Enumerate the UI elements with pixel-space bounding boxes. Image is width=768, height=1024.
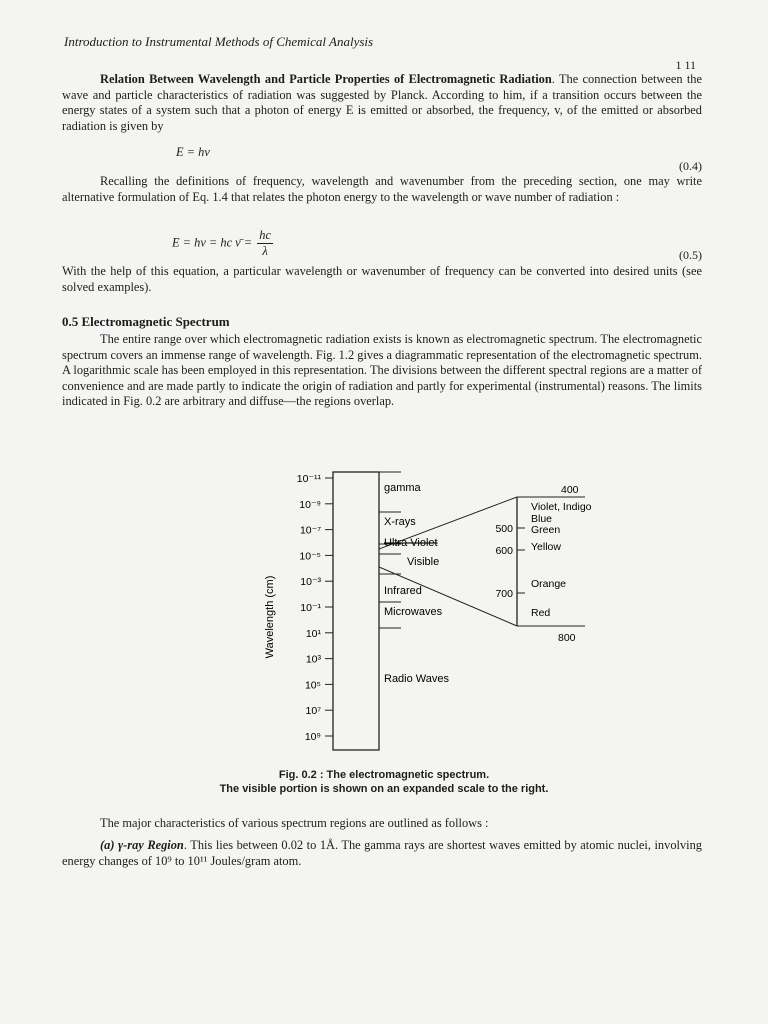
wavelength-nm-label: 500	[495, 523, 513, 535]
region-label: Infrared	[384, 585, 422, 597]
tick-label: 10¹	[305, 627, 321, 640]
section-heading: 0.5 Electromagnetic Spectrum	[62, 314, 230, 329]
equation-number: (0.5)	[679, 248, 702, 262]
equation-left: E = hv = hc ν̄ =	[172, 235, 253, 250]
tick-label: 10³	[305, 653, 321, 666]
visible-color-label: Blue	[531, 513, 553, 525]
tick-label: 10⁻⁷	[299, 524, 321, 537]
paragraph-title: Relation Between Wavelength and Particle Properties of Electromagnetic Radiation	[100, 72, 552, 86]
wavelength-nm-label: 700	[495, 588, 513, 600]
region-label: X-rays	[384, 516, 416, 528]
paragraph-text: The entire range over which electromagnetic radiation exists is known as electromagnetic spectrum. The electromagnetic spectrum covers an immense range of wavelength. Fig. 1.2 gives a diagrammatic representation of the electromagnetic spectrum. A logarithmic scale has been employed in this representation. The divisions between the different spectral regions are a matter of convenience and are made partly to indicate the origin of radiation and partly for experimental (instrumental) reasons. The limits indicated in Fig. 0.2 are arbitrary and diffuse—the regions overlap.	[62, 332, 702, 409]
tick-label: 10⁻³	[300, 576, 321, 589]
visible-color-label: Green	[531, 524, 561, 536]
tick-label: 10⁷	[305, 705, 321, 718]
visible-color-label: Violet, Indigo	[531, 501, 592, 513]
wavelength-nm-label: 400	[561, 484, 579, 496]
paragraph-planck	[62, 72, 702, 134]
region-group	[379, 472, 450, 685]
region-label: Radio Waves	[384, 673, 450, 685]
visible-labels	[495, 484, 591, 644]
paragraph-title: (a) γ-ray Region	[100, 838, 184, 852]
paragraph-text: The major characteristics of various spectrum regions are outlined as follows :	[100, 816, 489, 830]
fraction-numerator: hc	[259, 228, 271, 242]
tick-label: 10⁵	[304, 679, 321, 692]
equation-fraction	[257, 228, 273, 259]
running-title: Introduction to Instrumental Methods of Chemical Analysis	[64, 34, 374, 49]
tick-label: 10⁹	[304, 731, 321, 743]
equation-0-5	[172, 228, 273, 259]
paragraph-text: . The connection between the wave and particle characteristics of radiation was suggested by Planck. According to him, if a transition occurs between the energy states of a system such that a photon of energy E is emitted or absorbed, the frequency, v, of the emitted or absorbed radiation is given by	[62, 72, 702, 133]
tick-group	[297, 473, 333, 743]
tick-label: 10⁻¹	[300, 602, 321, 614]
tick-label: 10⁻¹¹	[296, 473, 321, 485]
page-number: 1 11	[675, 58, 696, 72]
equation-number: (0.4)	[679, 159, 702, 173]
paragraph-text: With the help of this equation, a particular wavelength or wavenumber of frequency can be converted into desired units (see solved examples).	[62, 264, 702, 294]
region-label: gamma	[384, 482, 421, 494]
figure-caption	[0, 768, 768, 796]
paragraph-gamma	[62, 838, 702, 869]
fraction-denominator: λ	[262, 244, 268, 258]
spectrum-column	[333, 472, 379, 750]
equation-0-4: E = hv	[176, 145, 210, 159]
region-label: Visible	[407, 556, 440, 568]
paragraph-outline	[62, 816, 702, 832]
paragraph-recalling	[62, 174, 702, 205]
wavelength-nm-label: 800	[558, 632, 576, 644]
caption-line: Fig. 0.2 : The electromagnetic spectrum.	[278, 769, 490, 781]
paragraph-text: Recalling the definitions of frequency, wavelength and wavenumber from the preceding section, one may write alternative formulation of Eq. 1.4 that relates the photon energy to the wavelength or wave number of radiation :	[62, 174, 702, 204]
paragraph-spectrum	[62, 332, 702, 410]
spectrum-figure	[255, 462, 615, 762]
paragraph-conversion	[62, 264, 702, 295]
region-label: Microwaves	[384, 606, 443, 618]
paragraph-text: . This lies between 0.02 to 1Å. The gamma rays are shortest waves emitted by atomic nuclei, involving energy changes of 10⁹ to 10¹¹ Joules/gram atom.	[62, 838, 702, 868]
tick-label: 10⁻⁹	[299, 498, 321, 511]
region-label: Ultra Violet	[384, 537, 438, 549]
visible-color-label: Orange	[531, 578, 567, 590]
spectrum-diagram	[255, 462, 615, 762]
tick-label: 10⁻⁵	[299, 550, 321, 563]
y-axis-label: Wavelength (cm)	[264, 575, 276, 659]
visible-color-label: Yellow	[531, 541, 561, 553]
wavelength-nm-label: 600	[495, 545, 513, 557]
caption-line: The visible portion is shown on an expanded scale to the right.	[219, 783, 549, 795]
visible-color-label: Red	[531, 607, 551, 619]
